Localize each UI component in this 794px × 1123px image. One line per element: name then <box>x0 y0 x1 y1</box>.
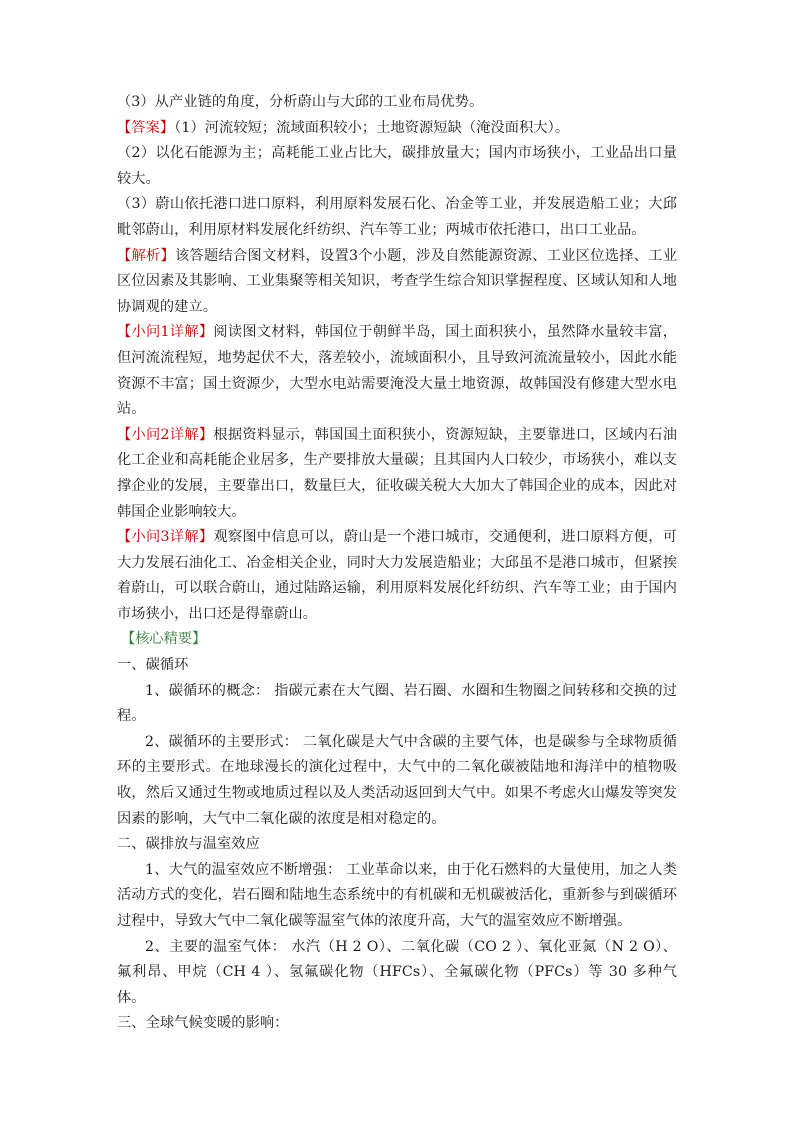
detail-3-tag: 【小问3详解】 <box>117 529 214 546</box>
analysis-tag: 【解析】 <box>117 247 175 264</box>
detail-2-text: 根据资料显示，韩国国土面积狭小，资源短缺，主要靠进口，区域内石油化工企业和高耗能企业居多，生产要排放大量碳；且其国内人口较少，市场狭小，难以支撑企业的发展，主要靠出口，数量巨大，征收碳关税大大加大了韩国企业的成本，因此对韩国企业影响较大。 <box>117 426 678 520</box>
section-1-para-1: 1、碳循环的概念： 指碳元素在大气圈、岩石圈、水圈和生物圈之间转移和交换的过程。 <box>117 682 677 725</box>
detail-1-text: 阅读图文材料，韩国位于朝鲜半岛，国土面积狭小，虽然降水量较丰富，但河流流程短，地势起伏不大，落差较小，流域面积小，且导致河流流量较小，因此水能资源不丰富；国土资源少，大型水电站需要淹没大量土地资源，故韩国没有修建大型水电站。 <box>117 324 678 418</box>
answer-1: （1）河流较短；流域面积较小；土地资源短缺（淹没面积大）。 <box>174 119 570 136</box>
section-1-heading: 一、碳循环 <box>117 657 189 674</box>
section-1-para-2: 2、碳循环的主要形式： 二氧化碳是大气中含碳的主要气体，也是碳参与全球物质循环的主要形式。在地球漫长的演化过程中，大气中的二氧化碳被陆地和海洋中的植物吸收，然后又通过生物或地质过程以及人类活动返回到大气中。如果不考虑火山爆发等突发因素的影响，大气中二氧化碳的浓度是相对稳定的。 <box>117 733 677 827</box>
analysis-text: 该答题结合图文材料，设置3个小题，涉及自然能源资源、工业区位选择、工业区位因素及其影响、工业集聚等相关知识，考查学生综合知识掌握程度、区域认知和人地协调观的建立。 <box>117 247 678 315</box>
detail-2-paragraph <box>117 423 677 525</box>
core-title: 【核心精要】 <box>121 631 207 648</box>
answer-line-1 <box>117 116 677 142</box>
detail-3-paragraph <box>117 525 677 627</box>
section-3-heading: 三、全球气候变暖的影响： <box>117 1015 289 1032</box>
detail-2-tag: 【小问2详解】 <box>117 426 214 443</box>
question-3: （3）从产业链的角度，分析蔚山与大邱的工业布局优势。 <box>117 94 484 110</box>
section-2-para-1: 1、大气的温室效应不断增强： 工业革命以来，由于化石燃料的大量使用，加之人类活动方式的变化，岩石圈和陆地生态系统中的有机碳和无机碳被活化，重新参与到碳循环过程中，导致大气中二氧化碳等温室气体的浓度升高，大气的温室效应不断增强。 <box>117 861 677 929</box>
detail-3-text: 观察图中信息可以，蔚山是一个港口城市，交通便利，进口原料方便，可大力发展石油化工、冶金相关企业，同时大力发展造船业；大邱虽不是港口城市，但紧挨着蔚山，可以联合蔚山，通过陆路运输，利用原料发展化纤纺织、汽车等工业；由于国内市场狭小，出口还是得靠蔚山。 <box>117 529 678 622</box>
detail-1-paragraph <box>117 320 677 422</box>
document-page <box>117 90 677 1037</box>
answer-tag: 【答案】 <box>117 119 175 136</box>
section-2-para-2: 2、主要的温室气体： 水汽（H 2 O）、二氧化碳（CO 2 ）、氧化亚氮（N 2 O）、氟利昂、甲烷（CH 4 ）、氢氟碳化物（HFCs）、全氟碳化物（PFCs）等 30 多种气体。 <box>117 938 677 1006</box>
detail-1-tag: 【小问1详解】 <box>117 324 214 341</box>
answer-3: （3）蔚山依托港口进口原料，利用原料发展石化、冶金等工业，并发展造船工业；大邱毗邻蔚山，利用原材料发展化纤纺织、汽车等工业；两城市依托港口，出口工业品。 <box>117 196 677 238</box>
analysis-paragraph <box>117 244 677 321</box>
answer-2: （2）以化石能源为主；高耗能工业占比大，碳排放量大；国内市场狭小，工业品出口量较大。 <box>117 145 677 187</box>
section-2-heading: 二、碳排放与温室效应 <box>117 836 260 853</box>
